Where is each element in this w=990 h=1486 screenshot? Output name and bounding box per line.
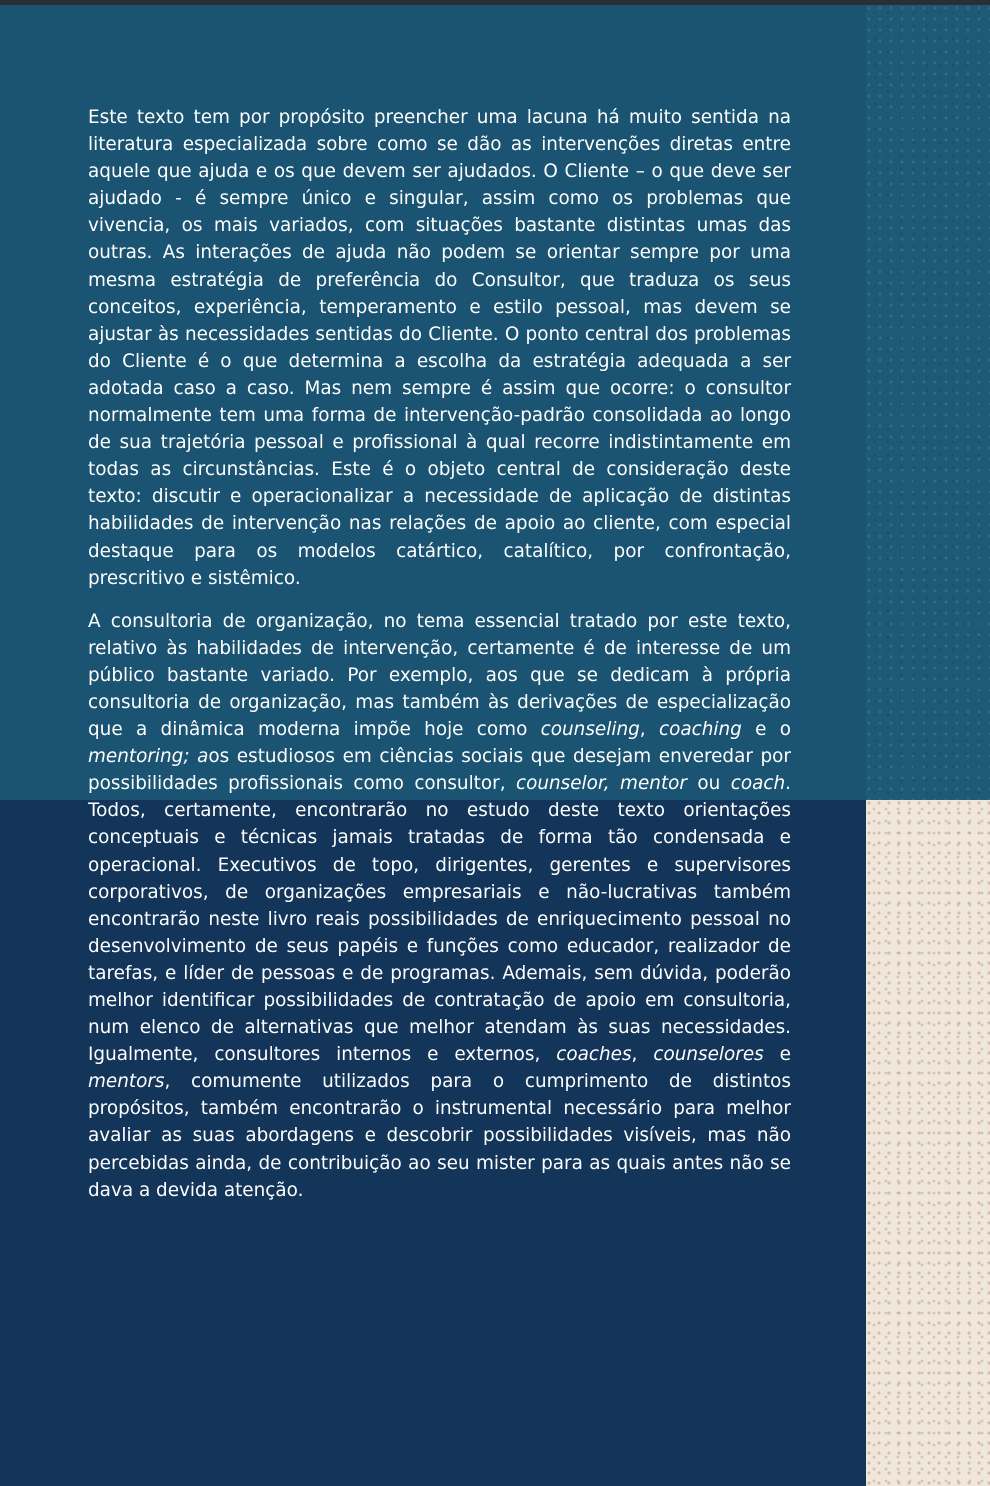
text-run: e o [741, 719, 791, 741]
text-run: e [763, 1044, 791, 1066]
paragraph-2 [88, 608, 791, 1204]
textured-side-strip-upper [866, 5, 990, 800]
text-run: Este texto tem por propósito preencher uma lacuna há muito sentida na literatura especializada sobre como se dão as intervenções diretas entre aquele que ajuda e os que devem ser ajudados. O Cliente – o que deve ser ajudado - é sempre único e singular, assim como os problemas que vivencia, os mais variados, com situações bastante distintas umas das outras. As interações de ajuda não podem se orientar sempre por uma mesma estratégia de preferência do Consultor, que traduza os seus conceitos, experiência, temperamento e estilo pessoal, mas devem se ajustar às necessidades sentidas do Cliente. O ponto central dos problemas do Cliente é o que determina a escolha da estratégia adequada a ser adotada caso a caso. Mas nem sempre é assim que ocorre: o consultor normalmente tem uma forma de intervenção-padrão consolidada ao longo de sua trajetória pessoal e profissional à qual recorre indistintamente em todas as circunstâncias. Este é o objeto central de consideração deste texto: discutir e operacionalizar a necessidade de aplicação de distintas habilidades de intervenção nas relações de apoio ao cliente, com especial destaque para os modelos catártico, catalítico, por confrontação, prescritivo e sistêmico. [88, 107, 791, 589]
text-run: , [631, 1044, 654, 1066]
italic-term: counselores [653, 1044, 764, 1066]
italic-term: counselor, mentor [515, 773, 687, 795]
paragraph-1 [88, 104, 791, 592]
textured-side-strip-lower [866, 800, 990, 1486]
italic-term: coaching [658, 719, 742, 741]
italic-term: mentors [88, 1071, 165, 1093]
back-cover-text [88, 104, 791, 1204]
text-run: , comumente utilizados para o cumprimento de distintos propósitos, também encontrarão o instrumental necessário para melhor avaliar as suas abordagens e descobrir possibilidades visíveis, mas não percebidas ainda, de contribuição ao seu mister para as quais antes não se dava a devida atenção. [88, 1071, 791, 1201]
text-run: os estudiosos em ciências sociais que desejam enveredar por possibilidades profissionais como consultor, [88, 746, 791, 795]
text-run: , [639, 719, 659, 741]
text-run: . Todos, certamente, encontrarão no estudo deste texto orientações conceptuais e técnicas jamais tratadas de forma tão condensada e operacional. Executivos de topo, dirigentes, gerentes e supervisores corporativos, de organizações empresariais e não-lucrativas também encontrarão neste livro reais possibilidades de enriquecimento pessoal no desenvolvimento de seus papéis e funções como educador, realizador de tarefas, e líder de pessoas e de programas. Ademais, sem dúvida, poderão melhor identificar possibilidades de contratação de apoio em consultoria, num elenco de alternativas que melhor atendam às suas necessidades. Igualmente, consultores internos e externos, [88, 773, 791, 1066]
italic-term: coaches [556, 1044, 632, 1066]
italic-term: counseling [540, 719, 640, 741]
italic-term: coach [730, 773, 786, 795]
italic-term: mentoring; a [88, 746, 209, 768]
text-run: ou [686, 773, 731, 795]
text-run: A consultoria de organização, no tema essencial tratado por este texto, relativo às habilidades de intervenção, certamente é de interesse de um público bastante variado. Por exemplo, aos que se dedicam à própria consultoria de organização, mas também às derivações de especialização que a dinâmica moderna impõe hoje como [88, 610, 791, 741]
